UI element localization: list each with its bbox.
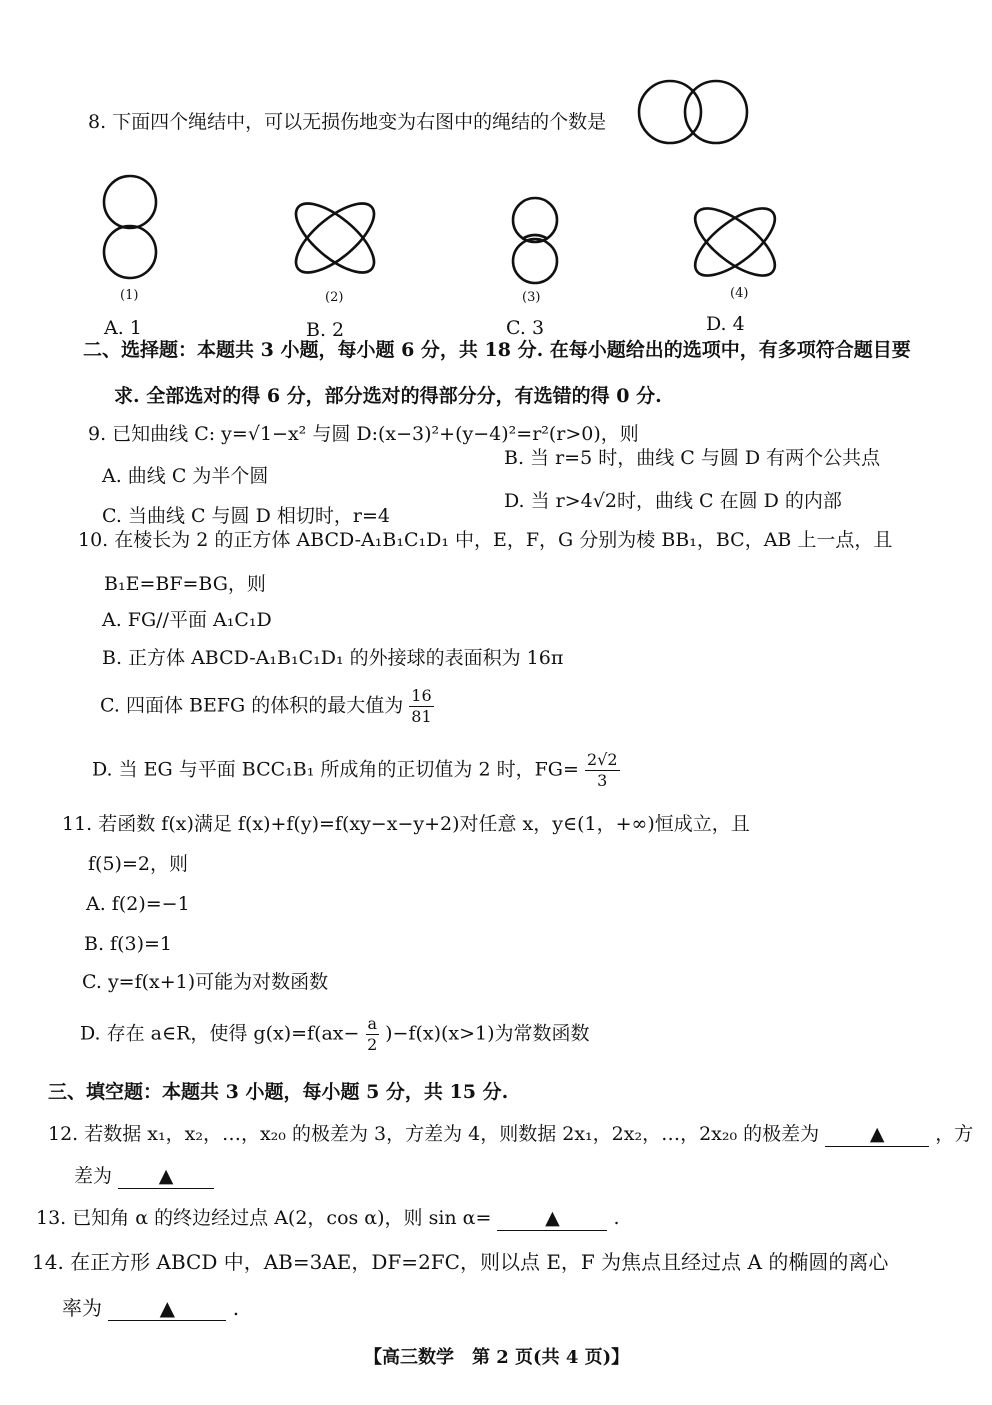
q8-option-b: B. 2 [306, 319, 345, 341]
q11-option-a: A. f(2)=−1 [86, 893, 190, 915]
knot-figure-1 [95, 172, 165, 282]
q12-line1 [48, 1122, 973, 1147]
q9-stem: 9. 已知曲线 C: y=√1−x² 与圆 D:(x−3)²+(y−4)²=r²(r>0)，则 [88, 423, 639, 445]
q14-answer-blank[interactable]: ▲ [108, 1296, 226, 1321]
knot-caption-1: (1) [120, 288, 139, 303]
fraction-denominator: 81 [411, 707, 432, 726]
q10-option-a: A. FG//平面 A₁C₁D [102, 609, 272, 631]
knot-caption-4: (4) [730, 286, 749, 301]
q9-option-b: B. 当 r=5 时，曲线 C 与圆 D 有两个公共点 [504, 447, 881, 469]
q10-option-d [92, 750, 620, 791]
q12-answer-blank-2[interactable]: ▲ [118, 1164, 214, 1189]
q12-text3: 差为 [74, 1165, 113, 1187]
fraction-numerator: 2√2 [586, 750, 618, 769]
q13-line [36, 1206, 620, 1231]
q10-option-c-fraction [409, 686, 433, 727]
q10-option-d-text: D. 当 EG 与平面 BCC₁B₁ 所成角的正切值为 2 时，FG= [92, 758, 579, 781]
page-footer: 【高三数学 第 2 页(共 4 页)】 [364, 1347, 630, 1368]
knot-figure-2 [285, 188, 385, 288]
q8-option-c: C. 3 [506, 317, 545, 339]
q13-text2: . [613, 1207, 620, 1229]
fraction-denominator: 3 [597, 771, 608, 790]
q10-option-c-text: C. 四面体 BEFG 的体积的最大值为 [100, 694, 404, 717]
q9-option-c: C. 当曲线 C 与圆 D 相切时，r=4 [102, 505, 390, 527]
q10-option-d-fraction [585, 750, 620, 791]
section-2-heading: 二、选择题：本题共 3 小题，每小题 6 分，共 18 分. 在每小题给出的选项中，有多项符合题目要 [83, 339, 911, 361]
q11-option-d [80, 1014, 590, 1055]
q8-option-d: D. 4 [706, 313, 745, 335]
q14-line1: 14. 在正方形 ABCD 中，AB=3AE，DF=2FC，则以点 E，F 为焦点且经过点 A 的椭圆的离心 [32, 1250, 889, 1274]
q12-line2 [74, 1164, 214, 1189]
q11-stem-line2: f(5)=2，则 [88, 853, 188, 875]
fraction-denominator: 2 [367, 1035, 378, 1054]
fraction-numerator: a [367, 1014, 378, 1033]
knot-caption-2: (2) [325, 290, 344, 305]
q13-answer-blank[interactable]: ▲ [497, 1206, 607, 1231]
q11-stem-line1: 11. 若函数 f(x)满足 f(x)+f(y)=f(xy−x−y+2)对任意 x，y∈(1，+∞)恒成立，且 [62, 813, 750, 835]
target-knot-figure [630, 78, 760, 148]
knot-figure-4 [685, 195, 785, 290]
q12-text2: ，方 [935, 1123, 974, 1145]
q14-line2 [62, 1296, 239, 1321]
q11-option-c: C. y=f(x+1)可能为对数函数 [82, 971, 329, 993]
q9-option-a: A. 曲线 C 为半个圆 [102, 465, 269, 487]
knot-figure-3 [500, 195, 570, 290]
q14-text3: . [232, 1296, 240, 1320]
q9-option-d: D. 当 r>4√2时，曲线 C 在圆 D 的内部 [504, 490, 842, 512]
q8-stem: 8. 下面四个绳结中，可以无损伤地变为右图中的绳结的个数是 [88, 111, 607, 133]
q11-option-b: B. f(3)=1 [84, 933, 172, 955]
q12-answer-blank-1[interactable]: ▲ [825, 1122, 929, 1147]
q11-option-d-text2: )−f(x)(x>1)为常数函数 [385, 1022, 590, 1045]
q14-text2: 率为 [62, 1296, 102, 1320]
section-3-heading: 三、填空题：本题共 3 小题，每小题 5 分，共 15 分. [48, 1081, 509, 1103]
q13-text1: 13. 已知角 α 的终边经过点 A(2，cos α)，则 sin α= [36, 1207, 492, 1229]
fraction-numerator: 16 [411, 686, 432, 705]
q8-option-a: A. 1 [104, 317, 142, 339]
q11-option-d-fraction [366, 1014, 380, 1055]
q10-stem-line1: 10. 在棱长为 2 的正方体 ABCD-A₁B₁C₁D₁ 中，E，F，G 分别为棱 BB₁，BC，AB 上一点，且 [78, 529, 893, 551]
knot-caption-3: (3) [522, 290, 541, 305]
q10-option-b: B. 正方体 ABCD-A₁B₁C₁D₁ 的外接球的表面积为 16π [102, 647, 564, 669]
q10-stem-line2: B₁E=BF=BG，则 [104, 573, 266, 595]
q10-option-c [100, 686, 434, 727]
q11-option-d-text1: D. 存在 a∈R，使得 g(x)=f(ax− [80, 1022, 360, 1045]
q12-text1: 12. 若数据 x₁，x₂，…，x₂₀ 的极差为 3，方差为 4，则数据 2x₁，2x₂，…，2x₂₀ 的极差为 [48, 1123, 820, 1145]
section-2-instructions: 求. 全部选对的得 6 分，部分选对的得部分分，有选错的得 0 分. [114, 385, 662, 407]
